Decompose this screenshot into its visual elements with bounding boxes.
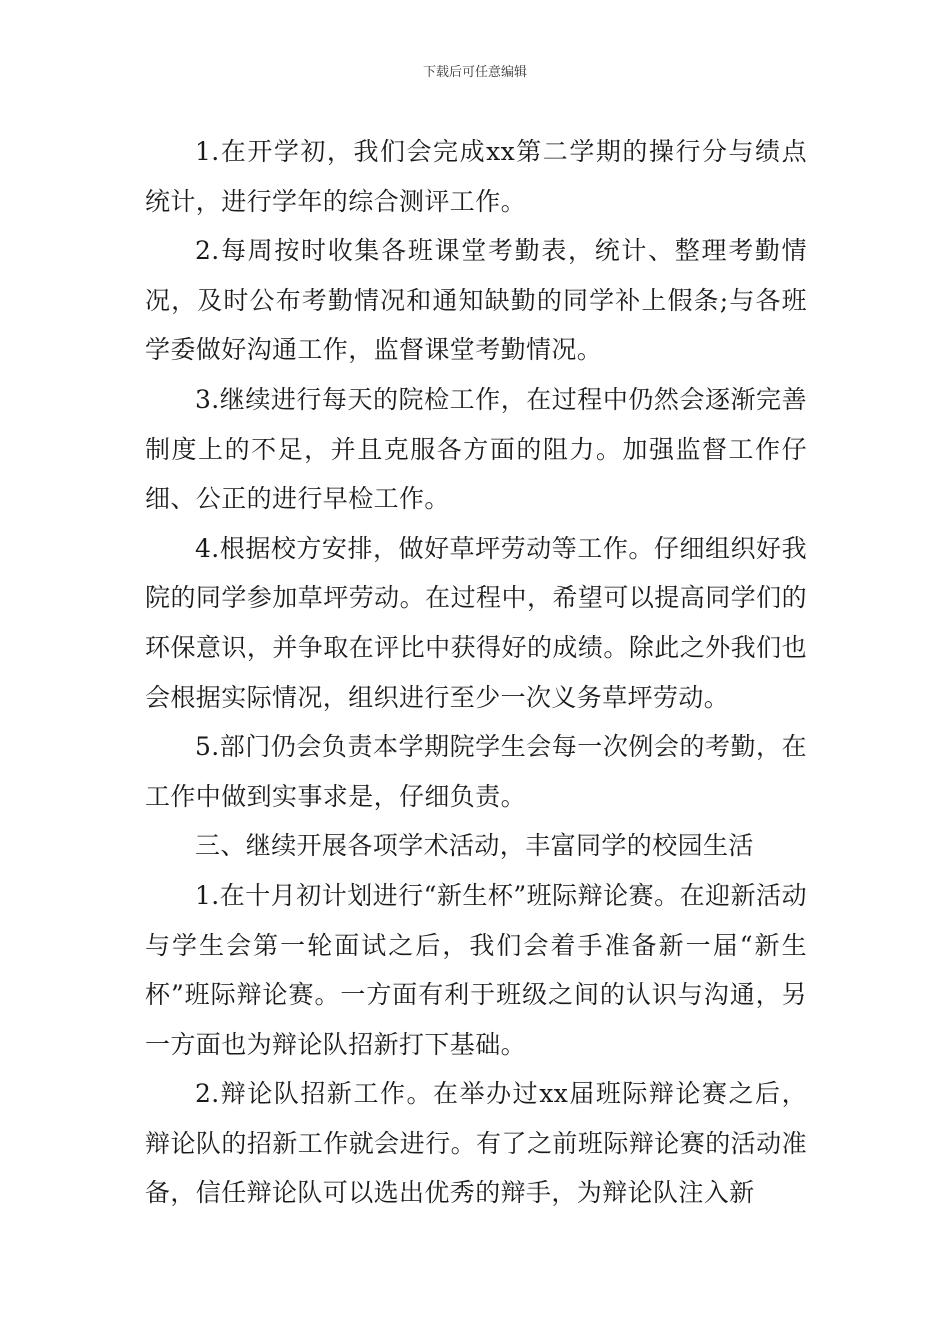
- paragraph-3: 3.继续进行每天的院检工作，在过程中仍然会逐渐完善制度上的不足，并且克服各方面的阻力。加强监督工作仔细、公正的进行早检工作。: [145, 384, 807, 514]
- paragraph-7: 2.辩论队招新工作。在举办过xx届班际辩论赛之后，辩论队的招新工作就会进行。有了之前班际辩论赛的活动准备，信任辩论队可以选出优秀的辩手，为辩论队注入新: [145, 1079, 807, 1208]
- page-header: 下载后可任意编辑: [422, 65, 527, 80]
- paragraph-6: 1.在十月初计划进行“新生杯”班际辩论赛。在迎新活动与学生会第一轮面试之后，我们会着手准备新一届“新生杯”班际辩论赛。一方面有利于班级之间的认识与沟通，另一方面也为辩论队招新打下基础。: [145, 880, 807, 1059]
- paragraph-1: 1.在开学初，我们会完成xx第二学期的操行分与绩点统计，进行学年的综合测评工作。: [145, 137, 807, 216]
- paragraph-2: 2.每周按时收集各班课堂考勤表，统计、整理考勤情况，及时公布考勤情况和通知缺勤的同学补上假条;与各班学委做好沟通工作，监督课堂考勤情况。: [145, 236, 807, 365]
- section-heading: 三、继续开展各项学术活动，丰富同学的校园生活: [195, 831, 754, 861]
- paragraph-5: 5.部门仍会负责本学期院学生会每一次例会的考勤，在工作中做到实事求是，仔细负责。: [145, 732, 807, 811]
- document-body: [145, 127, 807, 1218]
- paragraph-4: 4.根据校方安排，做好草坪劳动等工作。仔细组织好我院的同学参加草坪劳动。在过程中，希望可以提高同学们的环保意识，并争取在评比中获得好的成绩。除此之外我们也会根据实际情况，组织进行至少一次义务草坪劳动。: [145, 533, 807, 712]
